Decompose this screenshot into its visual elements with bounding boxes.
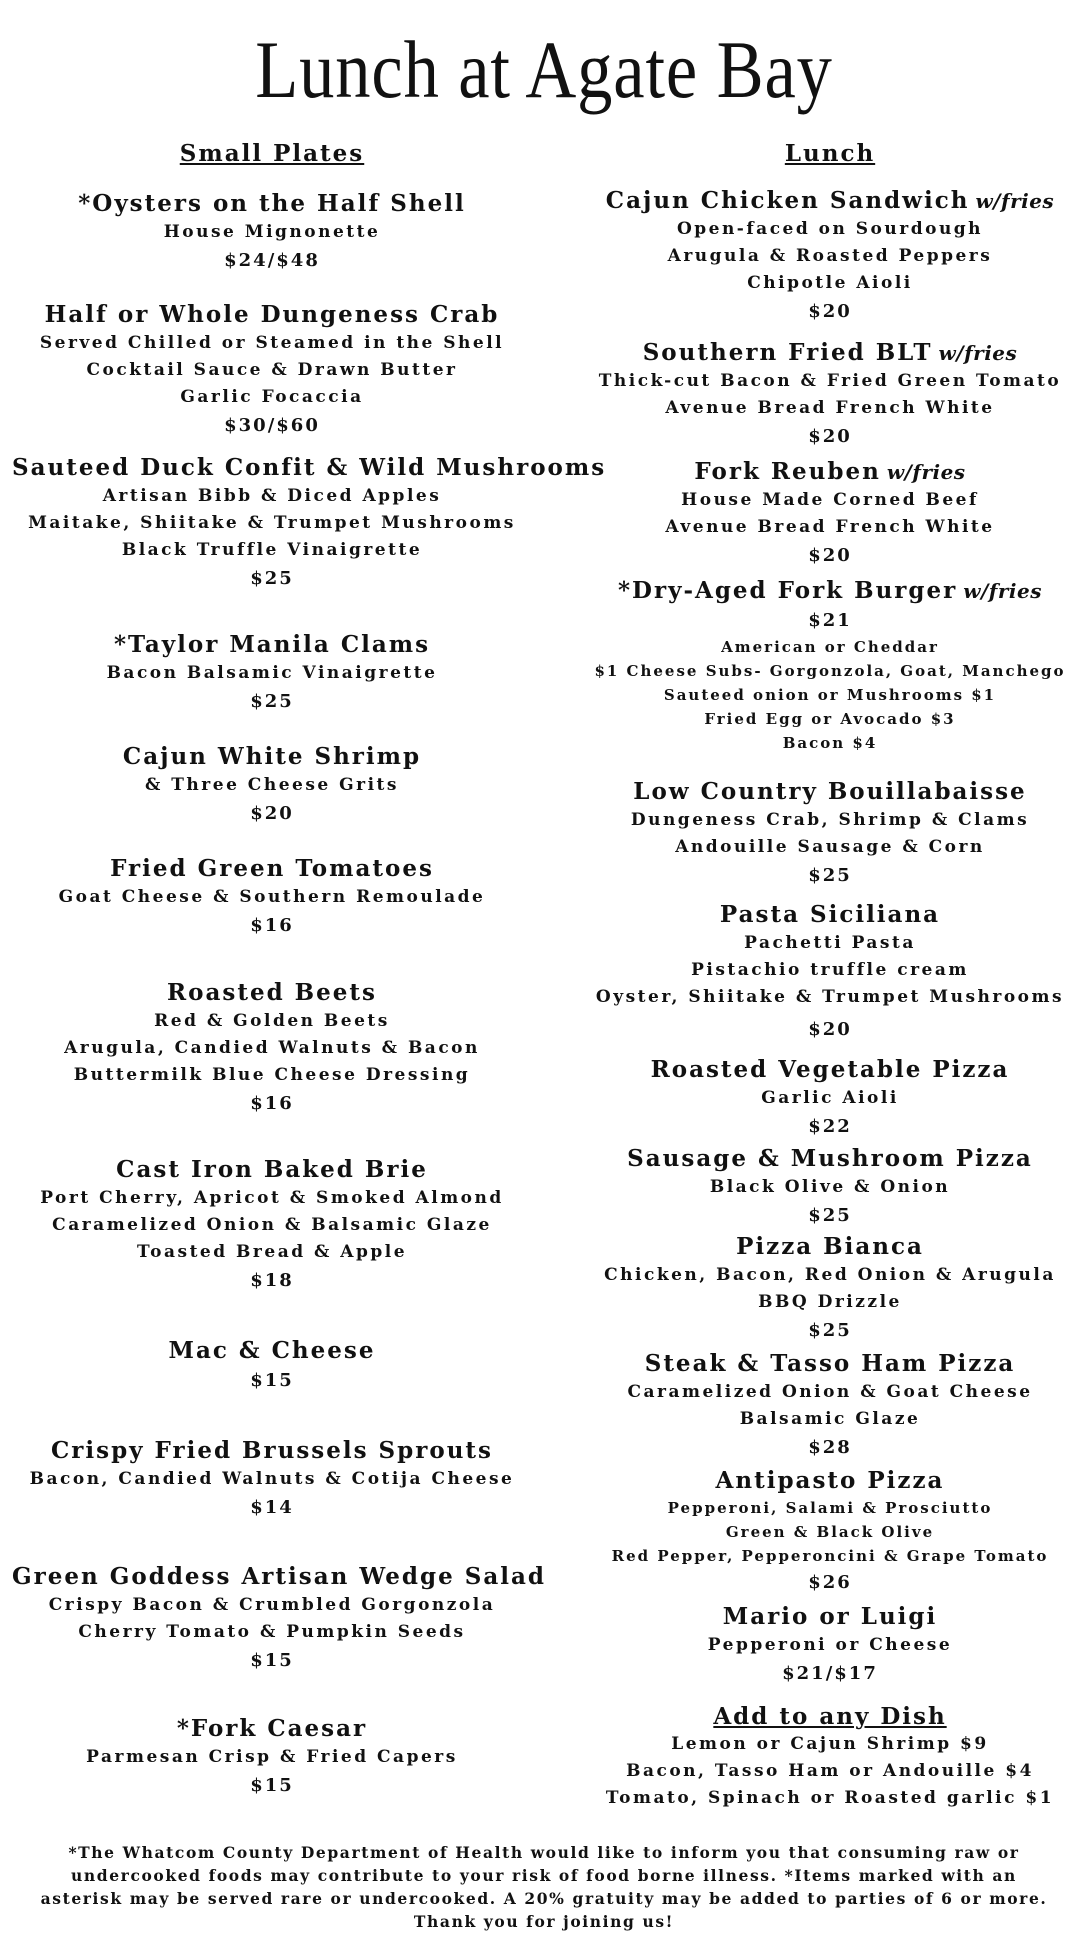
menu-item — [570, 457, 1088, 570]
item-name: Fork Reuben — [694, 458, 881, 485]
item-description: Garlic Focaccia — [180, 387, 364, 407]
item-name: Sauteed Duck Confit & Wild Mushrooms — [12, 454, 607, 481]
item-price: $15 — [250, 1370, 294, 1391]
item-description: Artisan Bibb & Diced Apples — [102, 486, 442, 506]
menu-item — [570, 1349, 1088, 1462]
item-price: $22 — [808, 1116, 852, 1137]
item-description: House Made Corned Beef — [681, 490, 979, 510]
menu-title: Lunch at Agate Bay — [255, 24, 833, 115]
item-name-row — [570, 186, 1088, 216]
item-name: Pizza Bianca — [736, 1233, 924, 1260]
item-price: $25 — [250, 691, 294, 712]
menu-item — [570, 186, 1088, 326]
item-price: $25 — [808, 1205, 852, 1226]
menu-item — [570, 338, 1088, 451]
item-description: Bacon, Candied Walnuts & Cotija Cheese — [29, 1469, 515, 1489]
item-name: Green Goddess Artisan Wedge Salad — [12, 1563, 546, 1590]
item-price: $15 — [250, 1775, 294, 1796]
menu-item — [12, 300, 532, 440]
item-price: $26 — [808, 1572, 852, 1593]
item-note: w/fries — [963, 579, 1042, 603]
item-description: Andouille Sausage & Corn — [675, 837, 985, 857]
add-on-item: Lemon or Cajun Shrimp $9 — [671, 1734, 989, 1754]
item-name: Half or Whole Dungeness Crab — [44, 301, 500, 328]
menu-item — [12, 742, 532, 828]
menu-item — [12, 978, 532, 1118]
item-price: $16 — [250, 1093, 294, 1114]
item-note: w/fries — [886, 460, 966, 484]
item-name: *Taylor Manila Clams — [113, 631, 431, 658]
lunch-heading: Lunch — [784, 140, 876, 167]
menu-item — [12, 1562, 546, 1675]
item-price: $15 — [250, 1650, 294, 1671]
item-price: $24/$48 — [224, 250, 320, 271]
item-price: $14 — [250, 1497, 294, 1518]
item-name: Southern Fried BLT — [642, 339, 933, 366]
item-price: $25 — [808, 865, 852, 886]
item-description: Caramelized Onion & Goat Cheese — [627, 1382, 1033, 1402]
item-name: Cast Iron Baked Brie — [116, 1156, 428, 1183]
item-name: Mario or Luigi — [722, 1603, 938, 1630]
item-price: $20 — [250, 803, 294, 824]
item-price: $16 — [250, 915, 294, 936]
item-description: Red & Golden Beets — [154, 1011, 390, 1031]
menu-item — [570, 1055, 1088, 1141]
item-description: Open-faced on Sourdough — [676, 219, 984, 239]
item-description: BBQ Drizzle — [758, 1292, 902, 1312]
small-plates-heading: Small Plates — [179, 140, 365, 167]
item-description: Goat Cheese & Southern Remoulade — [58, 887, 486, 907]
menu-item — [12, 854, 532, 940]
item-price: $25 — [808, 1320, 852, 1341]
add-on-item: Bacon, Tasso Ham or Andouille $4 — [626, 1761, 1034, 1781]
item-price: $20 — [808, 1019, 852, 1040]
item-description: Bacon $4 — [782, 734, 878, 752]
item-name-row — [570, 457, 1088, 487]
menu-item — [570, 900, 1088, 1044]
health-disclaimer: *The Whatcom County Department of Health would like to inform you that consuming raw or undercooked foods may contribute to your risk of food borne illness. *Items marked with an asterisk may be served rare or undercooked. A 20% gratuity may be added to parties of 6 or more. Thank you for joining us! — [40, 1843, 1048, 1931]
menu-item — [12, 1336, 532, 1395]
item-description: Toasted Bread & Apple — [136, 1242, 408, 1262]
menu-item — [570, 1144, 1088, 1230]
item-description: Cocktail Sauce & Drawn Butter — [86, 360, 458, 380]
item-description: Cherry Tomato & Pumpkin Seeds — [78, 1622, 466, 1642]
item-description: Buttermilk Blue Cheese Dressing — [73, 1065, 471, 1085]
item-description: Pachetti Pasta — [744, 933, 916, 953]
item-description: Fried Egg or Avocado $3 — [704, 710, 956, 728]
menu-item — [12, 1436, 532, 1522]
item-price: $30/$60 — [224, 415, 320, 436]
item-description: Pistachio truffle cream — [691, 960, 969, 980]
item-description: House Mignonette — [163, 222, 381, 242]
item-description: Pepperoni or Cheese — [707, 1635, 953, 1655]
menu-item — [12, 1714, 532, 1800]
item-description: Thick-cut Bacon & Fried Green Tomato — [598, 371, 1062, 391]
item-name: *Oysters on the Half Shell — [78, 190, 466, 217]
item-price: $20 — [808, 301, 852, 322]
add-on-item: Tomato, Spinach or Roasted garlic $1 — [605, 1788, 1055, 1808]
item-price: $21/$17 — [782, 1663, 878, 1684]
item-description: Served Chilled or Steamed in the Shell — [39, 333, 505, 353]
item-description: Red Pepper, Pepperoncini & Grape Tomato — [611, 1547, 1049, 1565]
menu-item — [12, 630, 532, 716]
item-name: *Fork Caesar — [176, 1715, 368, 1742]
item-description: Garlic Aioli — [761, 1088, 899, 1108]
item-name: Cajun Chicken Sandwich — [605, 187, 970, 214]
item-price: $20 — [808, 426, 852, 447]
item-description: Green & Black Olive — [725, 1523, 935, 1541]
item-name-row — [570, 576, 1088, 606]
item-price: $21 — [808, 610, 852, 631]
item-description: Bacon Balsamic Vinaigrette — [106, 663, 438, 683]
item-note: w/fries — [938, 341, 1018, 365]
item-description: Oyster, Shiitake & Trumpet Mushrooms — [595, 987, 1065, 1007]
item-description: Crispy Bacon & Crumbled Gorgonzola — [48, 1595, 496, 1615]
item-description: Arugula, Candied Walnuts & Bacon — [64, 1038, 480, 1058]
item-description: American or Cheddar — [721, 638, 939, 656]
item-description: $1 Cheese Subs- Gorgonzola, Goat, Manchego — [594, 662, 1066, 680]
item-description: Arugula & Roasted Peppers — [667, 246, 993, 266]
item-price: $20 — [808, 545, 852, 566]
item-price: $25 — [250, 568, 294, 589]
menu-item — [12, 189, 532, 275]
item-note: w/fries — [975, 189, 1055, 213]
item-name: *Dry-Aged Fork Burger — [618, 577, 958, 604]
item-description: Sauteed onion or Mushrooms $1 — [663, 686, 997, 704]
item-name: Antipasto Pizza — [715, 1467, 945, 1494]
item-price: $18 — [250, 1270, 294, 1291]
item-price: $28 — [808, 1437, 852, 1458]
item-description: Port Cherry, Apricot & Smoked Almond — [40, 1188, 504, 1208]
item-name: Cajun White Shrimp — [122, 743, 422, 770]
item-description: Black Truffle Vinaigrette — [121, 540, 423, 560]
menu-item — [570, 576, 1088, 755]
item-description: Pepperoni, Salami & Prosciutto — [667, 1499, 993, 1517]
item-name: Fried Green Tomatoes — [110, 855, 434, 882]
item-name: Roasted Vegetable Pizza — [650, 1056, 1010, 1083]
item-name: Steak & Tasso Ham Pizza — [644, 1350, 1016, 1377]
item-description: Dungeness Crab, Shrimp & Clams — [630, 810, 1030, 830]
menu-item — [570, 1466, 1088, 1597]
menu-item — [12, 1155, 532, 1295]
item-description: Parmesan Crisp & Fried Capers — [86, 1747, 458, 1767]
item-name: Roasted Beets — [167, 979, 377, 1006]
add-ons-heading: Add to any Dish — [713, 1703, 947, 1730]
menu-item — [570, 1232, 1088, 1345]
item-description: Balsamic Glaze — [739, 1409, 921, 1429]
menu-item — [570, 777, 1088, 890]
item-description: Black Olive & Onion — [709, 1177, 951, 1197]
item-name: Sausage & Mushroom Pizza — [627, 1145, 1033, 1172]
item-name: Low Country Bouillabaisse — [633, 778, 1027, 805]
item-description: Avenue Bread French White — [665, 517, 995, 537]
item-description: Caramelized Onion & Balsamic Glaze — [52, 1215, 492, 1235]
add-ons-list — [570, 1731, 1088, 1812]
item-name-row — [570, 338, 1088, 368]
menu-item — [570, 1602, 1088, 1688]
item-description: Maitake, Shiitake & Trumpet Mushrooms — [28, 513, 516, 533]
item-name: Mac & Cheese — [168, 1337, 376, 1364]
item-name: Crispy Fried Brussels Sprouts — [50, 1437, 493, 1464]
menu-item — [12, 453, 607, 593]
item-description: Avenue Bread French White — [665, 398, 995, 418]
item-description: & Three Cheese Grits — [145, 775, 399, 795]
item-description: Chipotle Aioli — [747, 273, 913, 293]
item-name: Pasta Siciliana — [719, 901, 941, 928]
item-description: Chicken, Bacon, Red Onion & Arugula — [604, 1265, 1056, 1285]
